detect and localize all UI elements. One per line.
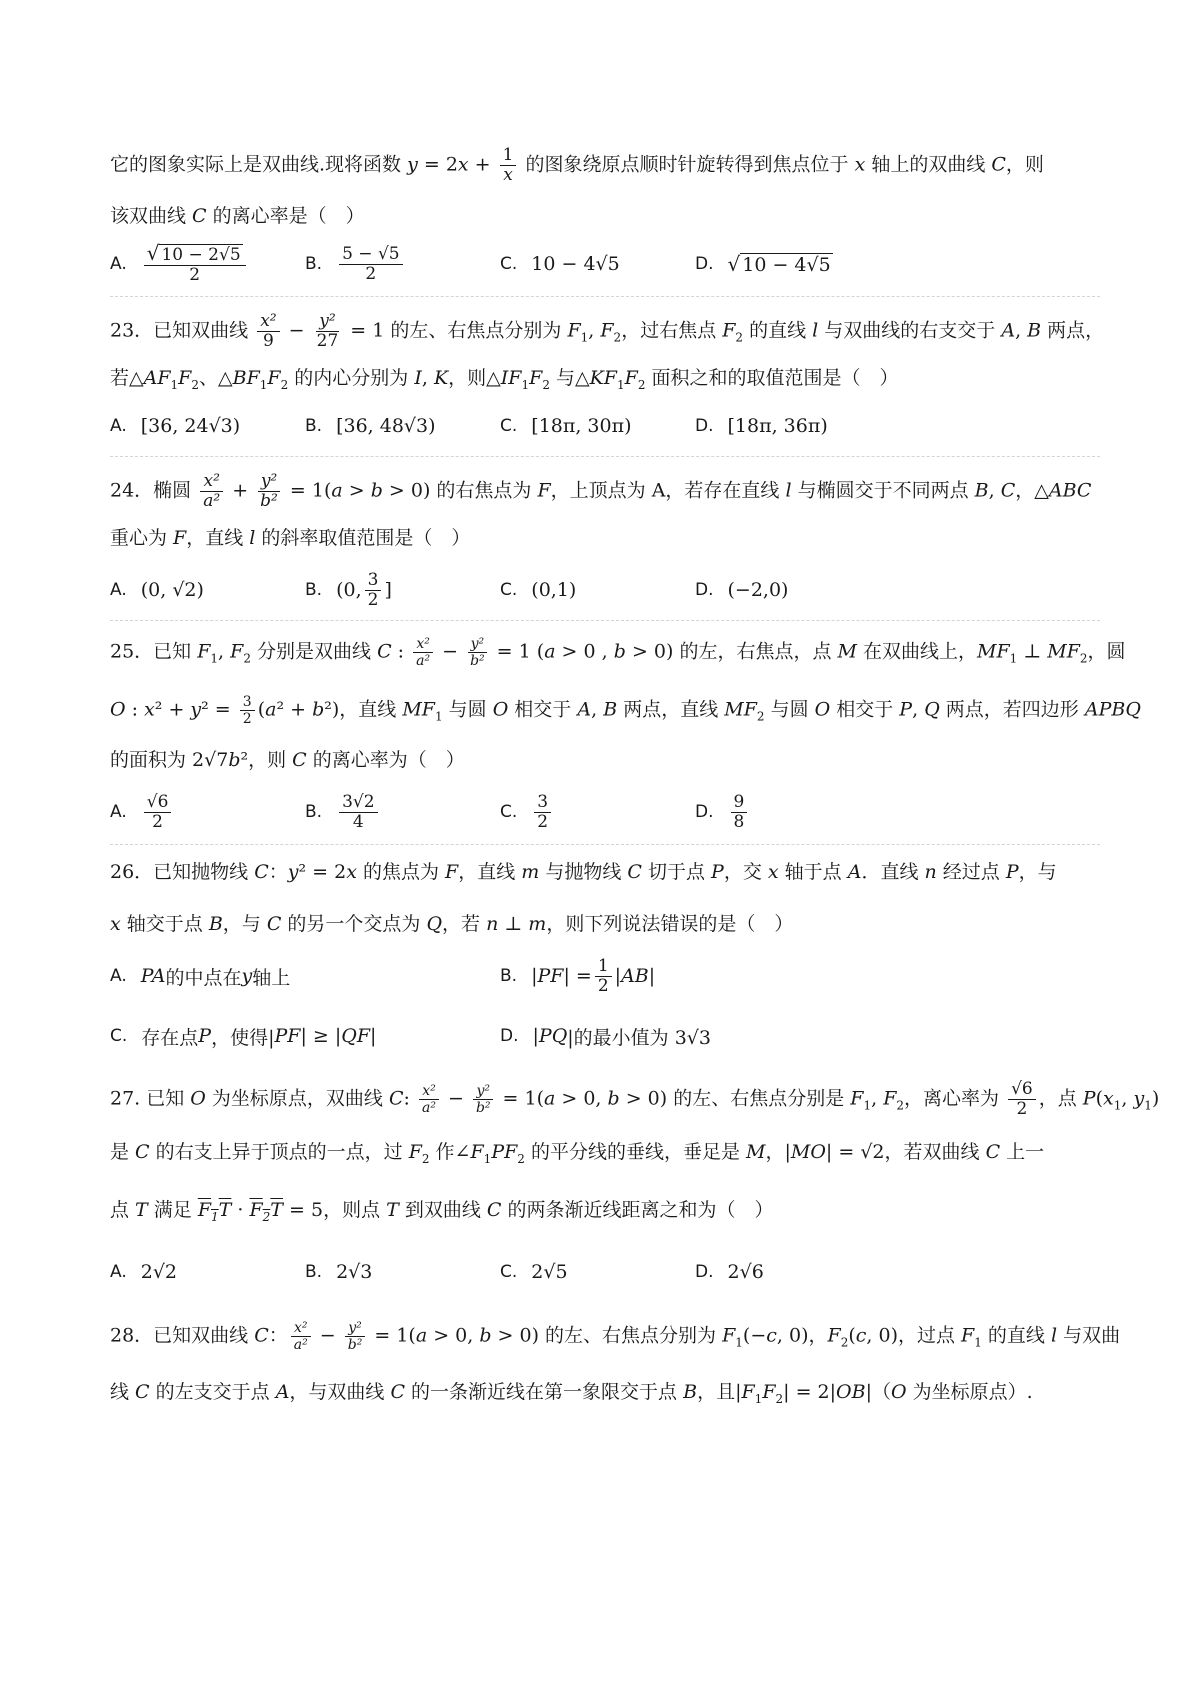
option-b: B. $\frac{3√2}{4}$ — [305, 792, 381, 832]
option-b: B. 2√3 — [305, 1261, 373, 1283]
option-label: A. — [110, 416, 127, 436]
question-27-line-2: 是 C 的右支上异于顶点的一点，过 $F_2$ 作$\angle F_1PF_2$ 的平分线的垂线，垂足是 M，|MO| = √2，若双曲线 C 上一 — [110, 1141, 1045, 1166]
option-label: C. — [500, 580, 518, 600]
question-27-line-3: 点 T 满足 $F_1T \cdot F_2T = 5$，则点 T 到双曲线 C 的两条渐近线距离之和为（ ） — [110, 1199, 774, 1224]
separator — [110, 456, 1100, 457]
question-24-line-1: 24．椭圆 $\frac{\text{x²}}{\text{a²}}$ + $\frac{\text{y²}}{\text{b²}}$ = 1(a > b > 0) 的右焦点为 F，上顶点为 A，若存在直线 l 与椭圆交于不同两点 B, C，△ABC — [110, 471, 1092, 511]
separator — [110, 844, 1100, 845]
question-22-line-1: 它的图象实际上是双曲线.现将函数 y = 2x + $\frac{1}{x}$ 的图象绕原点顺时针旋转得到焦点位于 x 轴上的双曲线 C，则 — [110, 145, 1044, 185]
option-c: C. 2√5 — [500, 1261, 568, 1283]
option-c: C. (0,1) — [500, 579, 577, 601]
option-d: D. (−2,0) — [695, 579, 789, 601]
option-d: D. √ 10 − 4√5 — [695, 252, 831, 276]
option-label: C. — [110, 1026, 128, 1046]
option-label: A. — [110, 580, 127, 600]
option-label: C. — [500, 802, 518, 822]
separator — [110, 296, 1100, 297]
question-26-line-1: 26．已知抛物线 C：y² = 2x 的焦点为 F，直线 m 与抛物线 C 切于点 P，交 x 轴于点 A．直线 n 经过点 P，与 — [110, 861, 1057, 883]
question-25-line-3: 的面积为 2√7b²，则 C 的离心率为（ ） — [110, 749, 465, 771]
option-b: B. [36, 48√3) — [305, 415, 436, 437]
option-a: A. $\frac{√6}{2}$ — [110, 792, 174, 832]
option-label: B. — [305, 416, 323, 436]
option-label: B. — [500, 966, 518, 986]
option-d: D. [18π, 36π) — [695, 415, 828, 437]
option-label: C. — [500, 1262, 518, 1282]
question-25-line-2: O : x² + y² = $\frac{3}{2}$ (a² + b²)，直线 $MF_1$ 与圆 O 相交于 A, B 两点，直线 $MF_2$ 与圆 O 相交于 P, Q 两点，若四边形 APBQ — [110, 694, 1141, 727]
option-d: D. | PQ |的最小值为 3√3 — [500, 1025, 712, 1049]
option-c: C. 10 − 4√5 — [500, 253, 620, 275]
separator — [110, 620, 1100, 621]
option-label: D. — [695, 802, 714, 822]
option-c: C. $\frac{3}{2}$ — [500, 792, 554, 832]
option-label: B. — [305, 802, 323, 822]
option-a: A. 2√2 — [110, 1261, 178, 1283]
option-c: C. [18π, 30π) — [500, 415, 632, 437]
question-26-line-2: x 轴交于点 B，与 C 的另一个交点为 Q，若 n ⊥ m，则下列说法错误的是（ ） — [110, 913, 794, 935]
option-label: C. — [500, 416, 518, 436]
option-label: D. — [695, 580, 714, 600]
option-a: A. $\frac{√ 10 - 2√5}{2}$ — [110, 244, 249, 284]
option-a: A. (0, √2) — [110, 579, 204, 601]
question-22-line-2: 该双曲线 C 的离心率是（ ） — [110, 205, 365, 227]
option-b: B. | PF | = $\frac{1}{2}$ | AB | — [500, 955, 656, 996]
option-a: A. PA 的中点在 y 轴上 — [110, 965, 291, 989]
option-label: C. — [500, 254, 518, 274]
option-label: D. — [695, 1262, 714, 1282]
option-b: B. (0, $\frac{3}{2}$ ] — [305, 569, 392, 610]
option-label: D. — [500, 1026, 519, 1046]
option-label: A. — [110, 802, 127, 822]
option-label: B. — [305, 1262, 323, 1282]
question-28-line-2: 线 C 的左支交于点 A，与双曲线 C 的一条渐近线在第一象限交于点 B，且$|F_1F_2| = 2|OB|(O$ 为坐标原点）. — [110, 1381, 1033, 1406]
option-c: C. 存在点 P ，使得| PF | ≥ | QF | — [110, 1025, 377, 1049]
question-25-line-1: 25．已知 $F_1$, $F_2$ 分别是双曲线 C : $\frac{\text{x²}}{\text{a²}}$ − $\frac{\text{y²}}{\text{b²}}$ = 1 (a > 0 , b > 0) 的左，右焦点，点 M 在双曲线上，$MF_1$ ⊥ $MF_2$，圆 — [110, 636, 1126, 669]
option-label: D. — [695, 416, 714, 436]
option-label: D. — [695, 254, 714, 274]
question-23-line-1: 23．已知双曲线 $\frac{\text{x²}}{9}$ − $\frac{\text{y²}}{27}$ = 1 的左、右焦点分别为 $F_1$, $F_2$，过右焦点 $F_2$ 的直线 l 与双曲线的右支交于 A, B 两点， — [110, 311, 1105, 351]
question-28-line-1: 28．已知双曲线 C： $\frac{\text{x²}}{\text{a²}}$ − $\frac{\text{y²}}{\text{b²}}$ = 1(a > 0, b > 0) 的左、右焦点分别为 $F_1(-c$, 0)，$F_2(c$, 0)，过点 $F_1$ 的直线 l 与双曲 — [110, 1320, 1121, 1353]
question-23-line-2: 若$\triangle AF_1F_2$、$\triangle BF_1F_2$ 的内心分别为 I, K，则$\triangle IF_1F_2$ 与$\triangle KF_1F_2$ 面积之和的取值范围是（ ） — [110, 367, 899, 392]
option-label: A. — [110, 254, 127, 274]
option-label: B. — [305, 254, 323, 274]
option-a: A. [36, 24√3) — [110, 415, 241, 437]
question-24-line-2: 重心为 F，直线 l 的斜率取值范围是（ ） — [110, 527, 471, 549]
option-d: D. $\frac{9}{8}$ — [695, 792, 750, 832]
option-b: B. $\frac{5 - √5}{2}$ — [305, 244, 406, 284]
option-label: A. — [110, 1262, 127, 1282]
option-d: D. 2√6 — [695, 1261, 764, 1283]
question-27-line-1: 27. 已知 O 为坐标原点，双曲线 C: $\frac{\text{x²}}{\text{a²}}$ − $\frac{\text{y²}}{\text{b²}}$ = 1(a > 0, b > 0) 的左、右焦点分别是 $F_1$, $F_2$，离心率为 $\frac{√6}{2}$ ，点 $P(x_1$, $y_1$) — [110, 1079, 1160, 1119]
option-label: A. — [110, 966, 127, 986]
option-label: B. — [305, 580, 323, 600]
